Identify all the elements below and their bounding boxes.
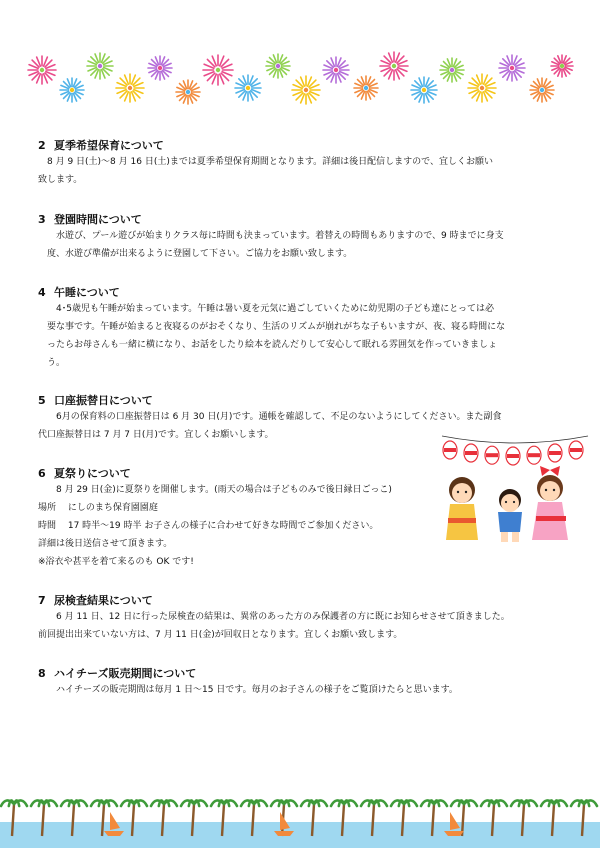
section-heading: 夏祭りについて: [54, 467, 131, 480]
lantern: [464, 444, 478, 462]
section-photo-sales: [38, 666, 566, 699]
section-number: 5: [38, 394, 46, 407]
child-boy-blue-jinbei: [498, 489, 522, 542]
body-line: 4･5歳児も午睡が始まっています。午睡は暑い夏を元気に過ごしていくために幼児期の子ども達にとっては必: [38, 304, 495, 314]
child-girl-pink-yukata: [532, 466, 568, 540]
section-body: [38, 153, 566, 189]
body-line: う。: [38, 358, 66, 368]
section-number: 4: [38, 286, 46, 299]
firework-burst: [28, 56, 56, 84]
section-nap: [38, 285, 566, 372]
sea-strip: [0, 822, 600, 848]
firework-burst: [323, 57, 349, 83]
section-heading: 午睡について: [54, 286, 120, 299]
body-line: 度、水遊び準備が出来るように登園して下さい。ご協力をお願い致します。: [38, 249, 353, 259]
section-body: [38, 227, 566, 263]
firework-burst: [148, 56, 172, 80]
firework-burst: [87, 53, 113, 79]
section-title: [38, 138, 566, 153]
section-heading: 夏季希望保育について: [54, 139, 164, 152]
firework-burst: [292, 76, 320, 104]
firework-burst: [411, 77, 437, 103]
firework-burst: [354, 76, 378, 100]
firework-burst: [551, 55, 573, 77]
firework-burst: [203, 55, 233, 85]
section-body: [38, 681, 566, 699]
festival-children-illustration: [428, 466, 588, 546]
firework-burst: [380, 52, 408, 80]
firework-burst: [468, 74, 496, 102]
body-line: 8 月 9 日(土)～8 月 16 日(土)までは夏季希望保育期間となります。詳細は後日配信しますので、宜しくお願い: [38, 157, 493, 167]
body-line: 水遊び、プール遊びが始まりクラス毎に時間も決まっています。着替えの時間もありますので、9 時までに身支: [38, 231, 504, 241]
lantern: [506, 447, 520, 465]
lantern: [569, 441, 583, 459]
body-line: 場所 にしのまち保育園園庭: [38, 503, 158, 513]
section-heading: 尿検査結果について: [54, 594, 153, 607]
section-heading: 登園時間について: [54, 213, 142, 226]
section-urine-test: [38, 593, 566, 644]
body-line: ったらお母さんも一緒に横になり、お話をしたり絵本を読んだりして安心して眠れる雰囲気を作っていきましょ: [38, 340, 498, 350]
section-summer-care: [38, 138, 566, 189]
body-line: 代口座振替日は 7 月 7 日(月)です。宜しくお願いします。: [38, 430, 274, 440]
section-heading: 口座振替日について: [54, 394, 153, 407]
lantern: [443, 441, 457, 459]
firework-burst: [266, 54, 290, 78]
body-line: 詳細は後日送信させて頂きます。: [38, 539, 173, 549]
body-line: 時間 17 時半～19 時半 お子さんの様子に合わせて好きな時間でご参加ください。: [38, 521, 379, 531]
section-number: 7: [38, 594, 46, 607]
firework-burst: [499, 55, 525, 81]
section-body: [38, 300, 566, 372]
lantern: [485, 446, 499, 464]
body-line: 要な事です。午睡が始まると夜寝るのがおそくなり、生活のリズムが崩れがちな子もいますが、夜、寝る時間にな: [38, 322, 506, 332]
body-line: ※浴衣や甚平を着て来るのも OK です!: [38, 557, 194, 567]
section-title: [38, 593, 566, 608]
section-title: [38, 212, 566, 227]
section-heading: ハイチーズ販売期間について: [54, 667, 197, 680]
firework-burst: [235, 75, 261, 101]
body-line: 6月の保育料の口座振替日は 6 月 30 日(月)です。通帳を確認して、不足のないようにしてください。また副食: [38, 412, 502, 422]
lantern-string: [440, 430, 590, 470]
section-number: 2: [38, 139, 46, 152]
firework-burst: [116, 74, 144, 102]
section-number: 8: [38, 667, 46, 680]
body-line: 前回提出出来ていない方は、7 月 11 日(金)が回収日となります。宜しくお願い致します。: [38, 630, 403, 640]
section-body: [38, 608, 566, 644]
section-number: 6: [38, 467, 46, 480]
child-girl-yellow-yukata: [446, 477, 478, 540]
lantern: [548, 444, 562, 462]
lantern: [527, 446, 541, 464]
section-title: [38, 393, 566, 408]
body-line: 8 月 29 日(金)に夏祭りを開催します。(雨天の場合は子どものみで後日縁日ごっこ): [38, 485, 392, 495]
body-line: 致します。: [38, 175, 83, 185]
firework-burst: [60, 78, 84, 102]
firework-burst: [176, 80, 200, 104]
section-arrival-time: [38, 212, 566, 263]
body-line: 6 月 11 日、12 日に行った尿検査の結果は、異常のあった方のみ保護者の方に既にお知らせさせて頂きました。: [38, 612, 510, 622]
firework-burst: [530, 78, 554, 102]
beach-palm-border: [0, 790, 600, 848]
section-number: 3: [38, 213, 46, 226]
fireworks-banner: [22, 48, 578, 110]
firework-burst: [440, 58, 464, 82]
section-title: [38, 666, 566, 681]
body-line: ハイチーズの販売期間は毎月 1 日～15 日です。毎月のお子さんの様子をご覧頂けたらと思います。: [38, 685, 458, 695]
section-title: [38, 285, 566, 300]
